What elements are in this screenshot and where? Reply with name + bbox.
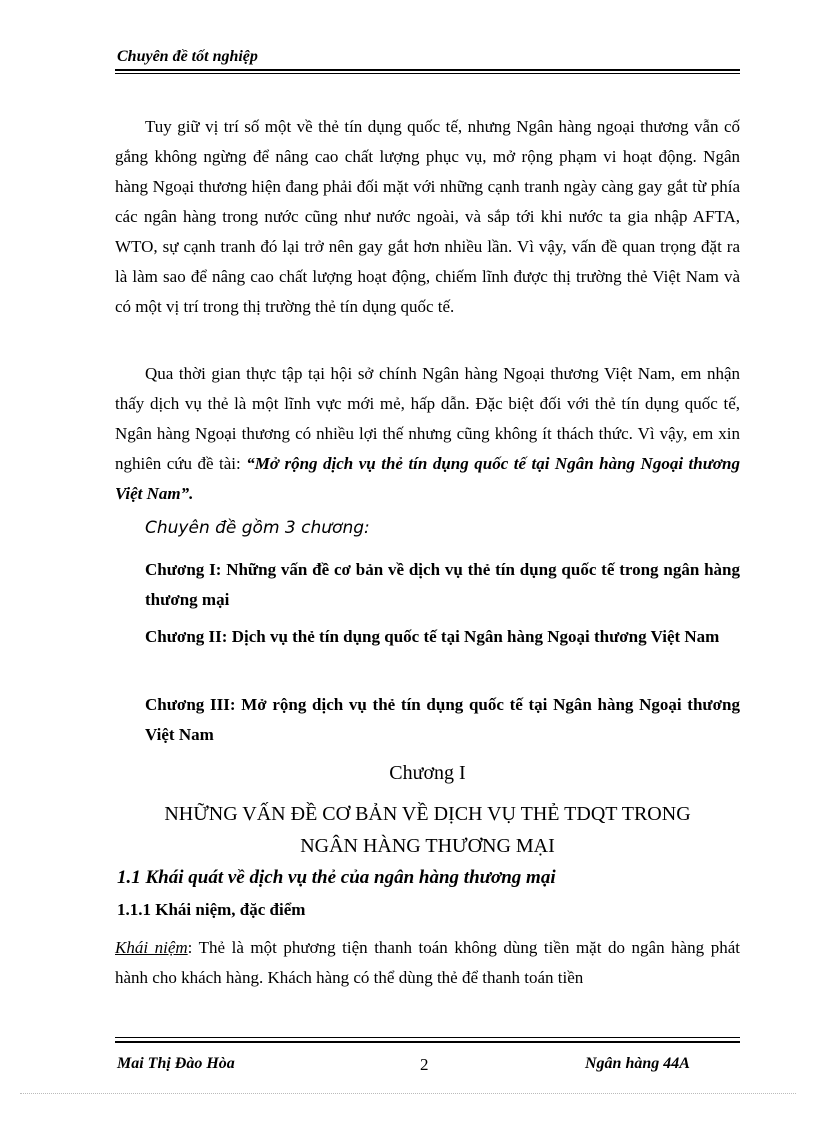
header-title: Chuyên đề tốt nghiệp <box>117 48 258 65</box>
page-number: 2 <box>420 1055 429 1074</box>
page-edge-divider <box>20 1093 796 1094</box>
header-rule-bottom <box>115 73 740 74</box>
paragraph-1: Tuy giữ vị trí số một về thẻ tín dụng quốc tế, nhưng Ngân hàng ngoại thương vẫn cố gắng không ngừng để nâng cao chất lượng phục vụ, mở rộng phạm vi hoạt động. Ngân hàng Ngoại thương hiện đang phải đối mặt với những cạnh tranh ngày càng gay gắt từ phía các ngân hàng trong nước cũng như nước ngoài, và sắp tới khi nước ta gia nhập AFTA, WTO, sự cạnh tranh đó lại trở nên gay gắt hơn nhiều lần. Vì vậy, vấn đề quan trọng đặt ra là làm sao để nâng cao chất lượng hoạt động, chiếm lĩnh được thị trường thẻ Việt Nam và có một vị trí trong thị trường thẻ tín dụng quốc tế. <box>115 117 740 316</box>
chapter-item-2: Chương II: Dịch vụ thẻ tín dụng quốc tế tại Ngân hàng Ngoại thương Việt Nam <box>145 627 720 646</box>
section-1-1-heading: 1.1 Khái quát về dịch vụ thẻ của ngân hàng thương mại <box>117 867 556 888</box>
footer-rule-top <box>115 1037 740 1038</box>
footer-rule-bottom <box>115 1041 740 1043</box>
chapter-title-line-2: NGÂN HÀNG THƯƠNG MẠI <box>300 835 555 857</box>
chapter-title-line-1: NHỮNG VẤN ĐỀ CƠ BẢN VỀ DỊCH VỤ THẺ TDQT TRONG <box>164 803 691 825</box>
chapters-intro: Chuyên đề gồm 3 chương: <box>145 518 370 538</box>
paragraph-2-text: Qua thời gian thực tập tại hội sở chính Ngân hàng Ngoại thương Việt Nam, em nhận thấy dịch vụ thẻ là một lĩnh vực mới mẻ, hấp dẫn. Đặc biệt đối với thẻ tín dụng quốc tế, Ngân hàng Ngoại thương có nhiều lợi thế nhưng cũng không ít thách thức. Vì vậy, em xin nghiên cứu đề tài: <box>115 364 740 473</box>
definition-text: : Thẻ là một phương tiện thanh toán không dùng tiền mặt do ngân hàng phát hành cho khách hàng. Khách hàng có thể dùng thẻ để thanh toán tiền <box>115 938 740 987</box>
chapter-item-3: Chương III: Mở rộng dịch vụ thẻ tín dụng quốc tế tại Ngân hàng Ngoại thương Việt Nam <box>145 695 740 744</box>
definition-paragraph <box>115 933 740 993</box>
chapter-title <box>115 798 740 862</box>
section-1-1-1-heading: 1.1.1 Khái niệm, đặc điểm <box>117 900 306 919</box>
chapter-heading: Chương I <box>389 762 466 784</box>
paragraph-2 <box>115 359 740 509</box>
footer-author: Mai Thị Đào Hòa <box>117 1055 235 1072</box>
thesis-topic: “Mở rộng dịch vụ thẻ tín dụng quốc tế tại Ngân hàng Ngoại thương Việt Nam”. <box>115 454 740 503</box>
chapter-item-1: Chương I: Những vấn đề cơ bản về dịch vụ thẻ tín dụng quốc tế trong ngân hàng thương mại <box>145 560 740 609</box>
definition-label: Khái niệm <box>115 938 188 957</box>
header-rule-top <box>115 69 740 71</box>
footer-class: Ngân hàng 44A <box>585 1055 690 1072</box>
